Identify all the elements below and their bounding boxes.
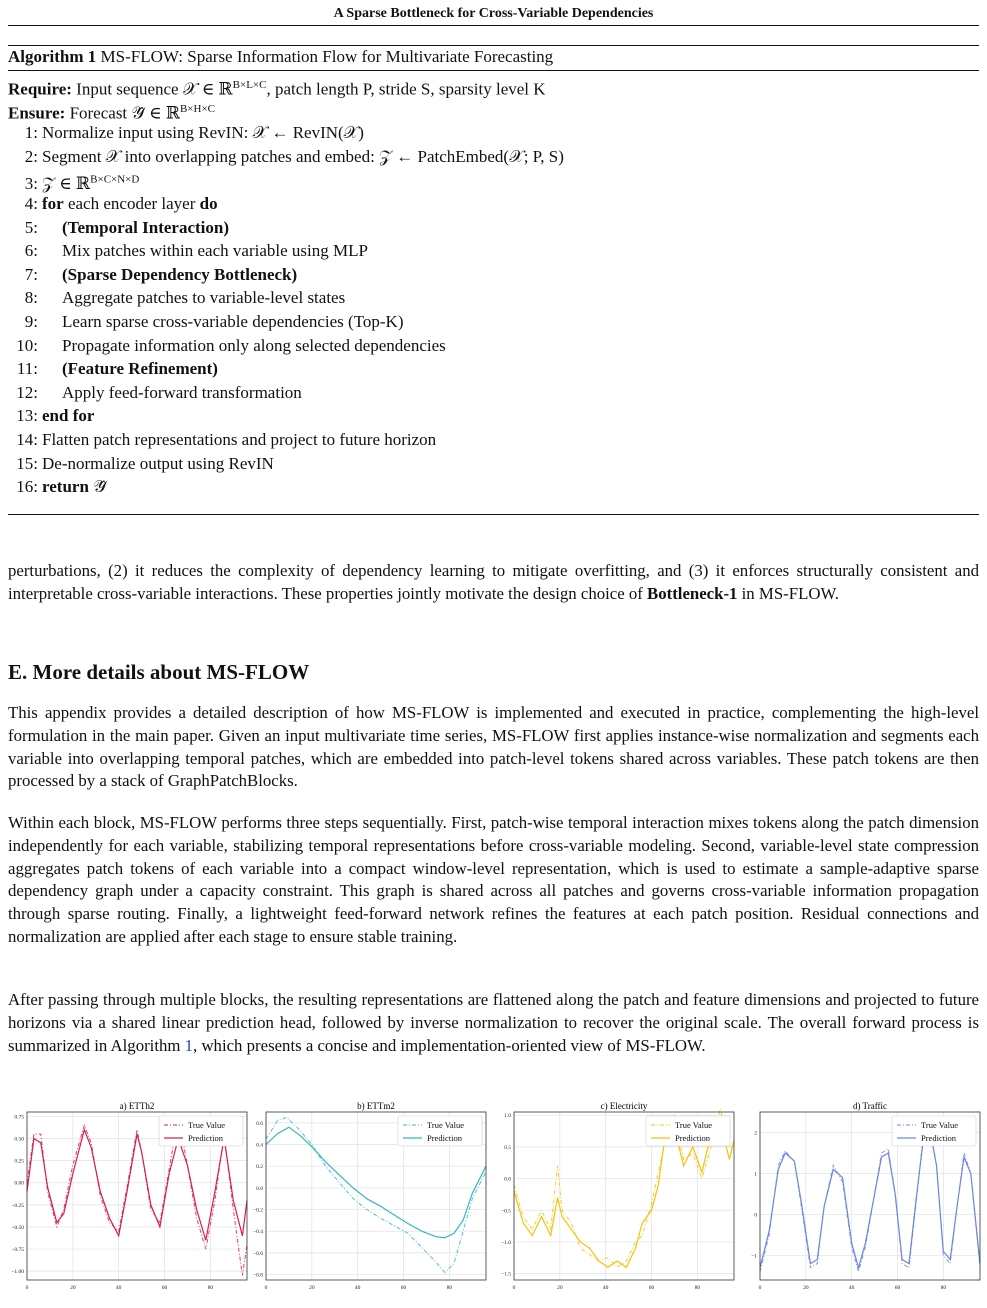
intro-text-a: perturbations, (2) it reduces the complexity of dependency learning to mitigate overfitting, and (3) it enforces structurally consistent and interpretable cross-variable interactions. These properties jointly motivate the design choice of — [8, 561, 979, 603]
line-number: 9: — [24, 311, 38, 331]
paragraph-3 — [8, 989, 979, 1057]
y-tick-label: 0.50 — [14, 1136, 24, 1143]
legend-pred-label: Prediction — [921, 1133, 956, 1143]
y-tick-label: −0.5 — [501, 1208, 511, 1215]
y-tick-label: −1.0 — [501, 1239, 511, 1246]
intro-text-b: in MS-FLOW. — [737, 583, 839, 603]
line-number: 3: — [24, 174, 38, 194]
y-tick-label: 0 — [754, 1212, 757, 1219]
x-tick-label: 60 — [894, 1285, 901, 1291]
algorithm-line: 14: Flatten patch representations and project to future horizon — [8, 428, 979, 452]
y-tick-label: 0.5 — [504, 1144, 511, 1151]
algorithm-ref-link[interactable]: 1 — [184, 1035, 194, 1055]
algorithm-line: 5: (Temporal Interaction) — [8, 216, 979, 240]
x-tick-label: 20 — [803, 1285, 809, 1291]
x-tick-label: 0 — [25, 1285, 29, 1291]
y-tick-label: 2 — [754, 1130, 757, 1137]
y-tick-label: 1 — [754, 1171, 757, 1178]
line-number: 2: — [24, 146, 38, 166]
running-header: A Sparse Bottleneck for Cross-Variable Dependencies — [333, 6, 654, 21]
algorithm-line: 10: Propagate information only along selected dependencies — [8, 334, 979, 358]
y-tick-label: 0.75 — [14, 1114, 24, 1121]
x-tick-label: 80 — [940, 1285, 947, 1291]
y-tick-label: 0.4 — [256, 1142, 263, 1149]
chart-svg — [244, 1100, 494, 1303]
line-number: 6: — [24, 241, 38, 261]
y-tick-label: −0.2 — [253, 1207, 263, 1214]
line-number: 7: — [24, 264, 38, 284]
legend-true-label: True Value — [427, 1120, 465, 1130]
require-line: Require: Input sequence 𝒳 ∈ ℝ$^{B\times L\times C}$, patch length P, stride S, sparsity level K — [8, 79, 546, 99]
chart-svg — [492, 1100, 742, 1303]
chart-title: b) ETTm2 — [357, 1101, 395, 1111]
algorithm-line: 3: 𝒵 ∈ ℝ$^{B\times C\times N\times D}$ — [8, 168, 979, 192]
paragraph-2: Within each block, MS-FLOW performs three steps sequentially. First, patch-wise temporal interaction mixes tokens along the patch dimension independently for each variable, stabilizing temporal representations before cross-variable modeling. Second, variable-level state compression aggregates patch tokens of each variable into a compact window-level representation, which is used to estimate a sample-adaptive sparse dependency graph under a capacity constraint. This graph is shared across all patches and governs cross-variable information propagation through sparse routing. Finally, a lightweight feed-forward network refines the features at each patch position. Residual connections and normalization are applied after each stage to ensure stable training. — [8, 813, 979, 946]
line-number: 8: — [24, 288, 38, 308]
line-number: 10: — [16, 335, 38, 355]
header-rule — [8, 25, 979, 26]
chart-svg — [738, 1100, 987, 1303]
true-value-line — [760, 1124, 980, 1272]
legend-pred-label: Prediction — [188, 1133, 223, 1143]
algorithm-line: 2: Segment 𝒳 into overlapping patches and embed: 𝒵 ← PatchEmbed(𝒳; P, S) — [8, 145, 979, 169]
legend-true-label: True Value — [188, 1120, 226, 1130]
y-tick-label: −0.4 — [253, 1229, 263, 1236]
chart-title: a) ETTh2 — [119, 1101, 155, 1111]
y-tick-label: −1 — [751, 1253, 757, 1260]
y-tick-label: −0.25 — [11, 1202, 24, 1209]
algorithm-title — [8, 46, 979, 68]
intro-paragraph — [8, 560, 979, 606]
algorithm-line: 9: Learn sparse cross-variable dependencies (Top-K) — [8, 310, 979, 334]
y-tick-label: 0.2 — [256, 1164, 263, 1171]
algo-bottom-rule — [8, 514, 979, 515]
x-tick-label: 40 — [354, 1285, 361, 1291]
y-tick-label: −1.5 — [501, 1271, 511, 1278]
algorithm-line: 6: Mix patches within each variable using MLP — [8, 239, 979, 263]
x-tick-label: 60 — [161, 1285, 168, 1291]
ensure-keyword: Ensure: — [8, 103, 70, 123]
y-tick-label: −1.00 — [11, 1269, 24, 1276]
chart-panel — [492, 1100, 742, 1303]
prediction-line — [760, 1128, 980, 1267]
algorithm-line: 1: Normalize input using RevIN: 𝒳 ← RevIN(𝒳) — [8, 121, 979, 145]
chart-panel — [244, 1100, 494, 1303]
legend-pred-label: Prediction — [427, 1133, 462, 1143]
x-tick-label: 20 — [70, 1285, 76, 1291]
algorithm-title-text: MS-FLOW: Sparse Information Flow for Multivariate Forecasting — [100, 47, 554, 66]
algorithm-line: 7: (Sparse Dependency Bottleneck) — [8, 263, 979, 287]
x-tick-label: 40 — [115, 1285, 122, 1291]
x-tick-label: 80 — [694, 1285, 701, 1291]
y-tick-label: 1.0 — [504, 1113, 511, 1120]
chart-panel — [738, 1100, 987, 1303]
legend-pred-label: Prediction — [675, 1133, 710, 1143]
algorithm-line: 13: end for — [8, 404, 979, 428]
x-tick-label: 0 — [758, 1285, 762, 1291]
y-tick-label: 0.6 — [256, 1120, 263, 1127]
intro-bold: Bottleneck-1 — [647, 583, 738, 603]
x-tick-label: 80 — [207, 1285, 214, 1291]
line-number: 11: — [16, 359, 38, 379]
line-number: 4: — [24, 193, 38, 213]
algorithm-line: 4: for each encoder layer do — [8, 192, 979, 216]
chart-svg — [5, 1100, 255, 1303]
algorithm-line: 16: return 𝒴̂ — [8, 475, 979, 499]
para3-text-b: , which presents a concise and implementation-oriented view of MS-FLOW. — [193, 1035, 706, 1055]
x-tick-label: 40 — [602, 1285, 609, 1291]
line-number: 14: — [16, 429, 38, 449]
chart-title: d) Traffic — [852, 1101, 888, 1111]
y-tick-label: −0.50 — [11, 1224, 24, 1231]
line-number: 16: — [16, 477, 38, 497]
algorithm-label: Algorithm 1 — [8, 47, 97, 66]
require-keyword: Require: — [8, 79, 77, 99]
section-title: E. More details about MS-FLOW — [8, 660, 310, 684]
algorithm-line: 11: (Feature Refinement) — [8, 357, 979, 381]
x-tick-label: 0 — [264, 1285, 268, 1291]
y-tick-label: −0.8 — [253, 1272, 263, 1279]
forecast-figure — [0, 1100, 987, 1303]
legend-true-label: True Value — [921, 1120, 959, 1130]
ensure-line: Ensure: Forecast 𝒴̂ ∈ ℝ$^{B\times H\times C}$ — [8, 102, 215, 123]
algorithm-line: 12: Apply feed-forward transformation — [8, 381, 979, 405]
para3-text-a: After passing through multiple blocks, the resulting representations are flattened along the patch and feature dimensions and projected to future horizons via a shared linear prediction head, followed by inverse normalization to recover the original scale. The overall forward process is summarized in Algorithm — [8, 990, 979, 1055]
line-number: 13: — [16, 406, 38, 426]
y-tick-label: 0.0 — [504, 1176, 511, 1183]
line-number: 12: — [16, 382, 38, 402]
x-tick-label: 40 — [848, 1285, 855, 1291]
chart-title: c) Electricity — [600, 1101, 648, 1111]
x-tick-label: 20 — [557, 1285, 563, 1291]
algorithm-line: 15: De-normalize output using RevIN — [8, 452, 979, 476]
line-number: 1: — [24, 123, 38, 143]
y-tick-label: 0.0 — [256, 1185, 263, 1192]
x-tick-label: 20 — [309, 1285, 315, 1291]
x-tick-label: 60 — [648, 1285, 655, 1291]
algo-title-rule — [8, 70, 979, 71]
paragraph-1: This appendix provides a detailed description of how MS-FLOW is implemented and executed in practice, complementing the high-level formulation in the main paper. Given an input multivariate time series, MS-FLOW first applies instance-wise normalization and segments each variable into overlapping temporal patches, which are embedded into patch-level tokens shared across variables. These patch tokens are then processed by a stack of GraphPatchBlocks. — [8, 703, 979, 791]
x-tick-label: 0 — [512, 1285, 516, 1291]
y-tick-label: −0.6 — [253, 1250, 263, 1257]
algorithm-line: 8: Aggregate patches to variable-level states — [8, 286, 979, 310]
line-number: 15: — [16, 453, 38, 473]
chart-panel — [5, 1100, 255, 1303]
x-tick-label: 60 — [400, 1285, 407, 1291]
y-tick-label: −0.75 — [11, 1247, 24, 1254]
algorithm-lines — [8, 74, 979, 499]
y-tick-label: 0.25 — [14, 1158, 24, 1165]
y-tick-label: 0.00 — [14, 1180, 24, 1187]
x-tick-label: 80 — [446, 1285, 453, 1291]
legend-true-label: True Value — [675, 1120, 713, 1130]
algorithm-box — [8, 46, 979, 499]
line-number: 5: — [24, 217, 38, 237]
